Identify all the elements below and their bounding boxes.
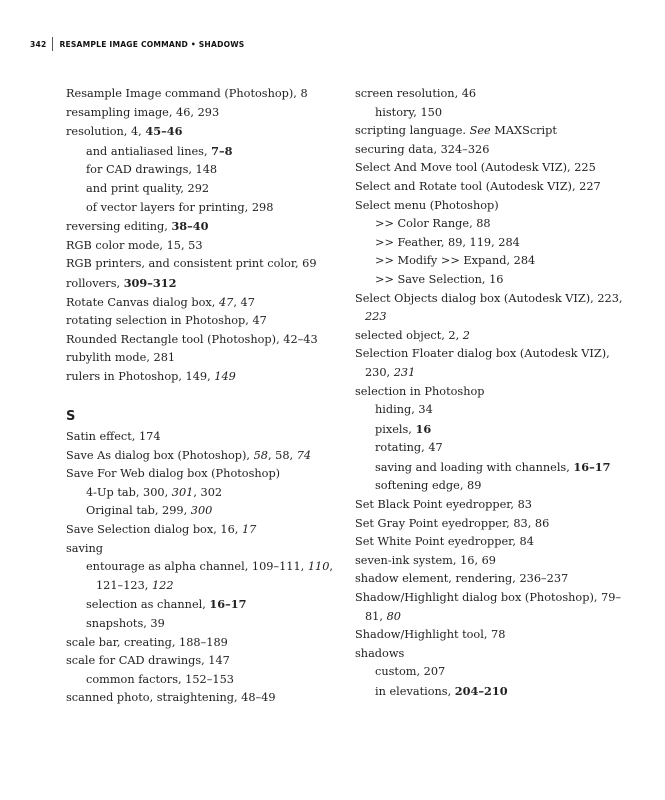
index-subentry: common factors, 152–153 — [86, 672, 234, 686]
index-entry: Select menu (Photoshop) — [355, 198, 499, 212]
index-entry: selected object, 2, 2 — [355, 328, 470, 342]
header-divider — [52, 37, 53, 51]
index-subentry: selection as channel, 16–17 — [86, 597, 247, 612]
index-entry: Select Objects dialog box (Autodesk VIZ), 223, 223 — [355, 291, 623, 324]
index-entry: saving — [66, 541, 104, 555]
index-entry: selection in Photoshop — [355, 384, 485, 398]
index-subentry: 4-Up tab, 300, 301, 302 — [86, 485, 223, 499]
index-entry: screen resolution, 46 — [355, 87, 477, 100]
index-subentry: snapshots, 39 — [86, 617, 165, 631]
index-entry: rulers in Photoshop, 149, 149 — [66, 369, 236, 383]
running-title: RESAMPLE IMAGE COMMAND • SHADOWS — [59, 39, 245, 49]
index-subentry: >> Save Selection, 16 — [375, 272, 504, 286]
index-subentry: saving and loading with channels, 16–17 — [375, 459, 611, 474]
index-entry: Shadow/Highlight tool, 78 — [355, 628, 506, 642]
index-entry: scale for CAD drawings, 147 — [66, 654, 230, 668]
index-subentry: >> Feather, 89, 119, 284 — [375, 235, 520, 249]
index-entry: seven-ink system, 16, 69 — [355, 553, 496, 567]
index-entry: resolution, 4, 45–46 — [66, 124, 183, 139]
page-number: 342 — [30, 39, 47, 49]
index-entry: scale bar, creating, 188–189 — [66, 635, 228, 649]
index-entry: rollovers, 309–312 — [66, 275, 177, 290]
index-subentry: for CAD drawings, 148 — [86, 163, 218, 177]
index-subentry: >> Color Range, 88 — [375, 217, 491, 231]
index-entry: Set Gray Point eyedropper, 83, 86 — [355, 516, 550, 530]
index-subentry: in elevations, 204–210 — [375, 684, 508, 698]
index-entry: Selection Floater dialog box (Autodesk VIZ), 230, 231 — [355, 347, 610, 379]
index-entry: Rounded Rectangle tool (Photoshop), 42–43 — [66, 332, 318, 346]
index-entry: Rotate Canvas dialog box, 47, 47 — [66, 295, 255, 309]
index-entry: Save As dialog box (Photoshop), 58, 58, 74 — [66, 448, 312, 462]
index-subentry: rotating, 47 — [375, 441, 443, 455]
index-entry: securing data, 324–326 — [355, 142, 490, 156]
section-letter-heading: S — [66, 408, 76, 424]
index-entry: Select And Move tool (Autodesk VIZ), 225 — [355, 161, 596, 175]
index-entry: Save For Web dialog box (Photoshop) — [66, 467, 281, 481]
index-entry: rotating selection in Photoshop, 47 — [66, 314, 267, 328]
index-entry: Shadow/Highlight dialog box (Photoshop), 79–81, 80 — [355, 591, 622, 623]
index-entry: rubylith mode, 281 — [66, 351, 176, 365]
index-subentry: >> Modify >> Expand, 284 — [375, 254, 536, 268]
index-subentry: softening edge, 89 — [375, 479, 482, 493]
index-entry: shadows — [355, 646, 405, 660]
index-subentry: history, 150 — [375, 105, 443, 119]
index-subentry: of vector layers for printing, 298 — [86, 200, 274, 214]
index-entry: Set White Point eyedropper, 84 — [355, 535, 534, 549]
index-entry: Resample Image command (Photoshop), 8 — [66, 87, 308, 100]
index-entry: scanned photo, straightening, 48–49 — [66, 691, 276, 705]
index-entry: scripting language. See MAXScript — [355, 124, 557, 138]
index-entry: Satin effect, 174 — [66, 430, 161, 444]
index-entry: RGB color mode, 15, 53 — [66, 238, 203, 252]
index-entry: reversing editing, 38–40 — [66, 219, 209, 234]
index-subentry: and antialiased lines, 7–8 — [86, 143, 233, 158]
index-entry: Save Selection dialog box, 16, 17 — [66, 523, 257, 537]
index-entry: shadow element, rendering, 236–237 — [355, 572, 569, 586]
index-entry: Select and Rotate tool (Autodesk VIZ), 227 — [355, 179, 601, 193]
index-column-left — [66, 85, 341, 708]
index-subentry: Original tab, 299, 300 — [86, 504, 213, 518]
index-entry: resampling image, 46, 293 — [66, 105, 220, 119]
index-entry: Set Black Point eyedropper, 83 — [355, 498, 532, 512]
running-header — [30, 37, 244, 51]
index-subentry: and print quality, 292 — [86, 181, 210, 195]
index-subentry: pixels, 16 — [375, 421, 432, 436]
index-subentry: entourage as alpha channel, 109–111, 110, 121–123, 122 — [86, 560, 334, 592]
index-column-right — [355, 85, 630, 702]
index-entry: RGB printers, and consistent print color, 69 — [66, 257, 317, 271]
index-subentry: custom, 207 — [375, 665, 446, 679]
index-subentry: hiding, 34 — [375, 403, 433, 417]
